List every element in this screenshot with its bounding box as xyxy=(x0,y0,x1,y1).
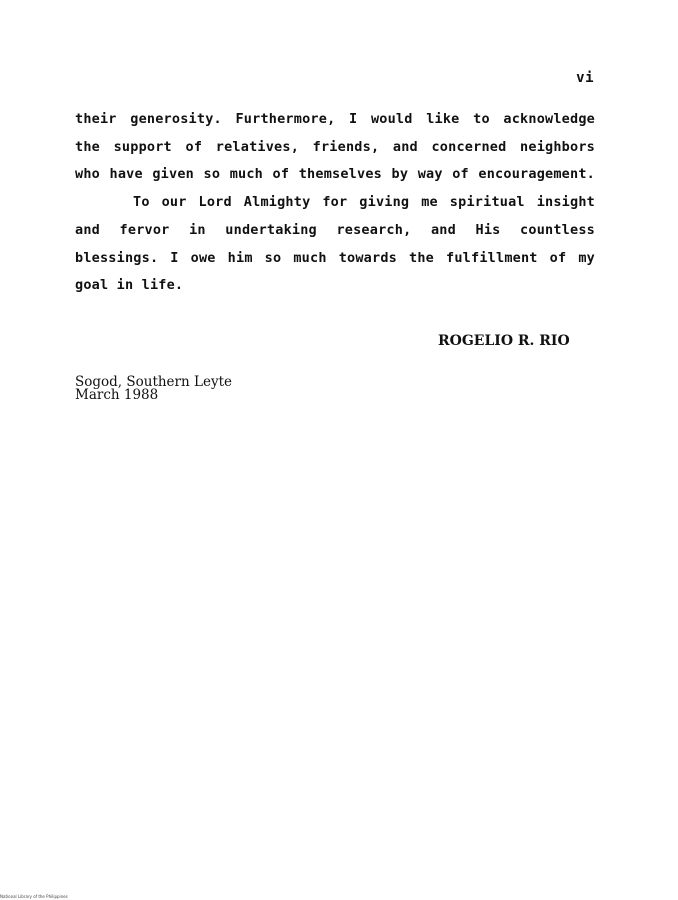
footer-text: National Library of the Philippines xyxy=(0,894,68,899)
paragraph-line-6: blessings. I owe him so much towards the fulfillment of my xyxy=(75,250,595,266)
paragraph-line-1: their generosity. Furthermore, I would like to acknowledge xyxy=(75,111,595,127)
page-number: vi xyxy=(576,70,594,86)
paragraph-line-2: the support of relatives, friends, and concerned neighbors xyxy=(75,139,595,155)
paragraph-line-3: who have given so much of themselves by way of encouragement. xyxy=(75,166,595,182)
paragraph-line-5: and fervor in undertaking research, and His countless xyxy=(75,222,595,238)
paragraph-line-4: To our Lord Almighty for giving me spiritual insight xyxy=(133,194,595,210)
paragraph-line-7: goal in life. xyxy=(75,277,184,293)
signature-name: ROGELIO R. RIO xyxy=(438,333,570,349)
date-text: March 1988 xyxy=(75,387,159,403)
place-text: Sogod, Southern Leyte xyxy=(75,374,232,390)
